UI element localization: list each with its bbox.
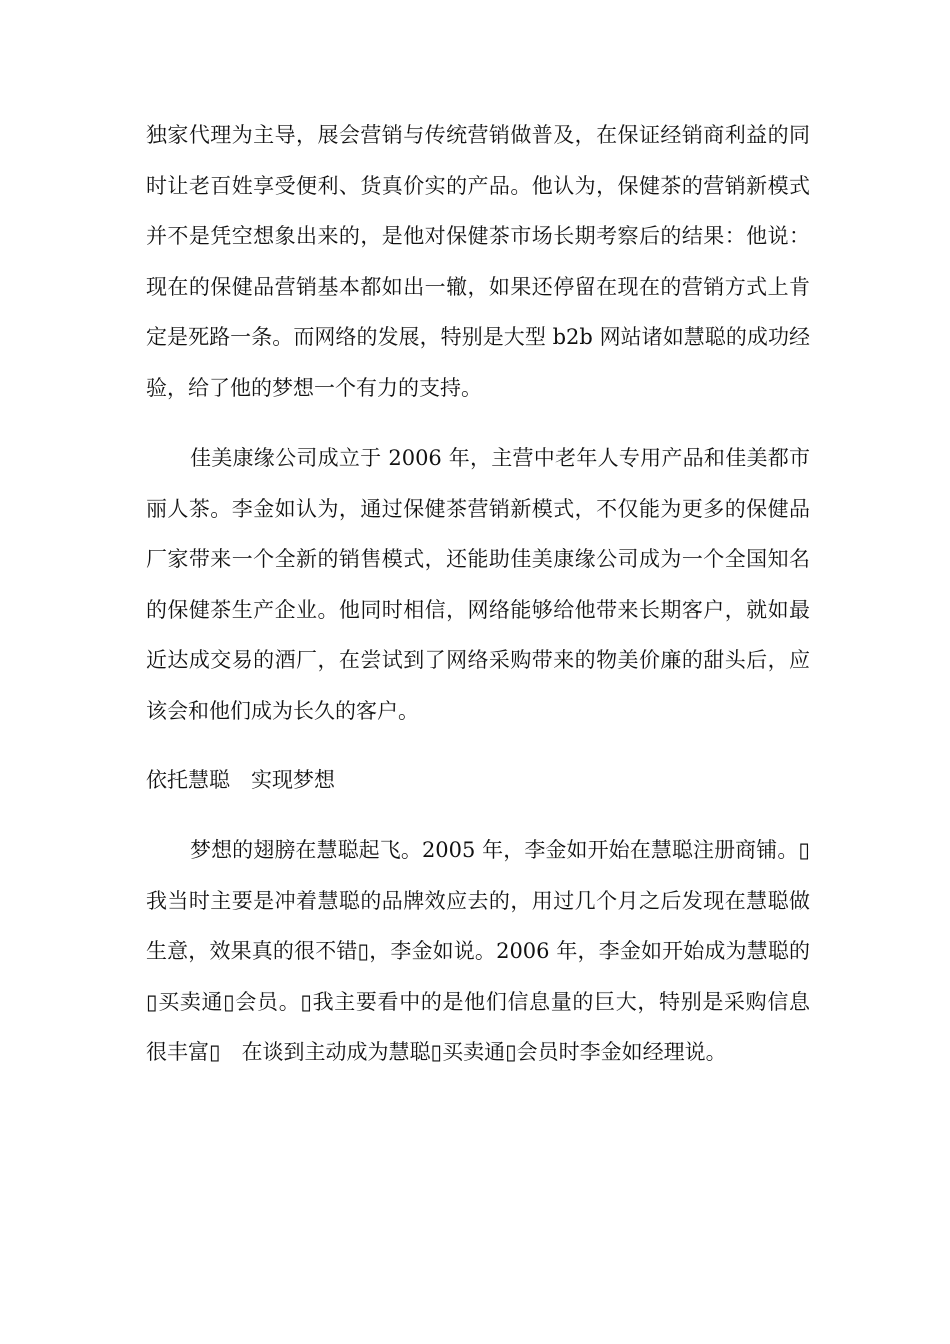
paragraph-2: 佳美康缘公司成立于 2006 年，主营中老年人专用产品和佳美都市丽人茶。李金如认为，通过保健茶营销新模式，不仅能为更多的保健品厂家带来一个全新的销售模式，还能助佳美康缘公司成为一个全国知名的保健茶生产企业。他同时相信，网络能够给他带来长期客户，就如最近达成交易的酒厂，在尝试到了网络采购带来的物美价廉的甜头后，应该会和他们成为长久的客户。 xyxy=(146,446,810,723)
section-heading: 依托慧聪 实现梦想 xyxy=(146,768,335,792)
paragraph-3: 梦想的翅膀在慧聪起飞。2005 年，李金如开始在慧聪注册商铺。▯我当时主要是冲着慧聪的品牌效应去的，用过几个月之后发现在慧聪做生意，效果真的很不错▯，李金如说。2006 年，李金如开始成为慧聪的▯买卖通▯会员。▯我主要看中的是他们信息量的巨大，特别是采购信息很丰富▯ 在谈到主动成为慧聪▯买卖通▯会员时李金如经理说。 xyxy=(146,838,810,1065)
paragraph-1: 独家代理为主导，展会营销与传统营销做普及，在保证经销商利益的同时让老百姓享受便利、货真价实的产品。他认为，保健茶的营销新模式并不是凭空想象出来的，是他对保健茶市场长期考察后的结果：他说：现在的保健品营销基本都如出一辙，如果还停留在现在的营销方式上肯定是死路一条。而网络的发展，特别是大型 b2b 网站诸如慧聪的成功经验，给了他的梦想一个有力的支持。 xyxy=(146,123,810,400)
